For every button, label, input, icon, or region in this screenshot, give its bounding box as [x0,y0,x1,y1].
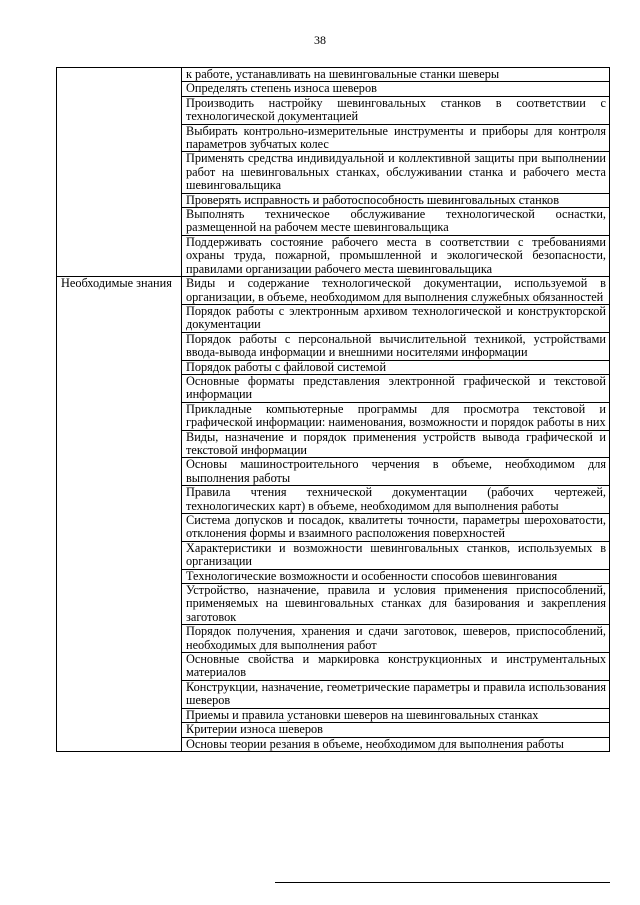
table-cell-text: Определять степень износа шеверов [182,82,610,96]
table-cell-text: Поддерживать состояние рабочего места в соответствии с требованиями охраны труда, пожарной, промышленной и экологической безопасности, правилами организации рабочего места шевинговальщика [182,235,610,276]
competency-table [56,67,610,752]
table-cell-text: Порядок работы с персональной вычислительной техникой, устройствами ввода-вывода информации и внешними носителями информации [182,332,610,360]
table-cell-text: Выбирать контрольно-измерительные инструменты и приборы для контроля параметров зубчатых колес [182,124,610,152]
table-cell-text: Виды, назначение и порядок применения устройств вывода графической и текстовой информации [182,430,610,458]
table-cell-text: Проверять исправность и работоспособность шевинговальных станков [182,193,610,207]
table-cell-text: к работе, устанавливать на шевинговальные станки шеверы [182,68,610,82]
table-cell-text: Технологические возможности и особенности способов шевингования [182,569,610,583]
table-cell-text: Правила чтения технической документации (рабочих чертежей, технологических карт) в объеме, необходимом для выполнения работы [182,486,610,514]
table-cell-text: Применять средства индивидуальной и коллективной защиты при выполнении работ на шевинговальных станках, обслуживании станка и рабочего места шевинговальщика [182,152,610,193]
table-cell-text: Основные форматы представления электронной графической и текстовой информации [182,374,610,402]
table-cell-text: Устройство, назначение, правила и условия применения приспособлений, применяемых на шевинговальных станках для базирования и закрепления заготовок [182,584,610,625]
table-cell-text: Конструкции, назначение, геометрические параметры и правила использования шеверов [182,680,610,708]
group-label-cell: Необходимые знания [57,277,182,752]
table-cell-text: Критерии износа шеверов [182,723,610,737]
table-cell-text: Порядок получения, хранения и сдачи заготовок, шеверов, приспособлений, необходимых для выполнения работ [182,625,610,653]
table-cell-text: Прикладные компьютерные программы для просмотра текстовой и графической информации: наименования, возможности и порядок работы в них [182,402,610,430]
table-cell-text: Порядок работы с электронным архивом технологической и конструкторской документации [182,304,610,332]
bottom-divider [275,882,610,883]
table-cell-text: Характеристики и возможности шевинговальных станков, используемых в организации [182,541,610,569]
table-cell-text: Виды и содержание технологической документации, используемой в организации, в объеме, необходимом для выполнения служебных обязанностей [182,277,610,305]
group-label-cell [57,68,182,277]
table-cell-text: Система допусков и посадок, квалитеты точности, параметры шероховатости, отклонения формы и взаимного расположения поверхностей [182,514,610,542]
page-number: 38 [314,33,326,47]
competency-table-body [57,68,610,752]
table-cell-text: Основы машиностроительного черчения в объеме, необходимом для выполнения работы [182,458,610,486]
table-cell-text: Порядок работы с файловой системой [182,360,610,374]
table-row [57,277,610,305]
table-cell-text: Приемы и правила установки шеверов на шевинговальных станках [182,708,610,722]
table-cell-text: Основные свойства и маркировка конструкционных и инструментальных материалов [182,653,610,681]
table-cell-text: Производить настройку шевинговальных станков в соответствии с технологической документацией [182,96,610,124]
table-cell-text: Основы теории резания в объеме, необходимом для выполнения работы [182,737,610,751]
table-row [57,68,610,82]
table-cell-text: Выполнять техническое обслуживание технологической оснастки, размещенной на рабочем месте шевинговальщика [182,208,610,236]
